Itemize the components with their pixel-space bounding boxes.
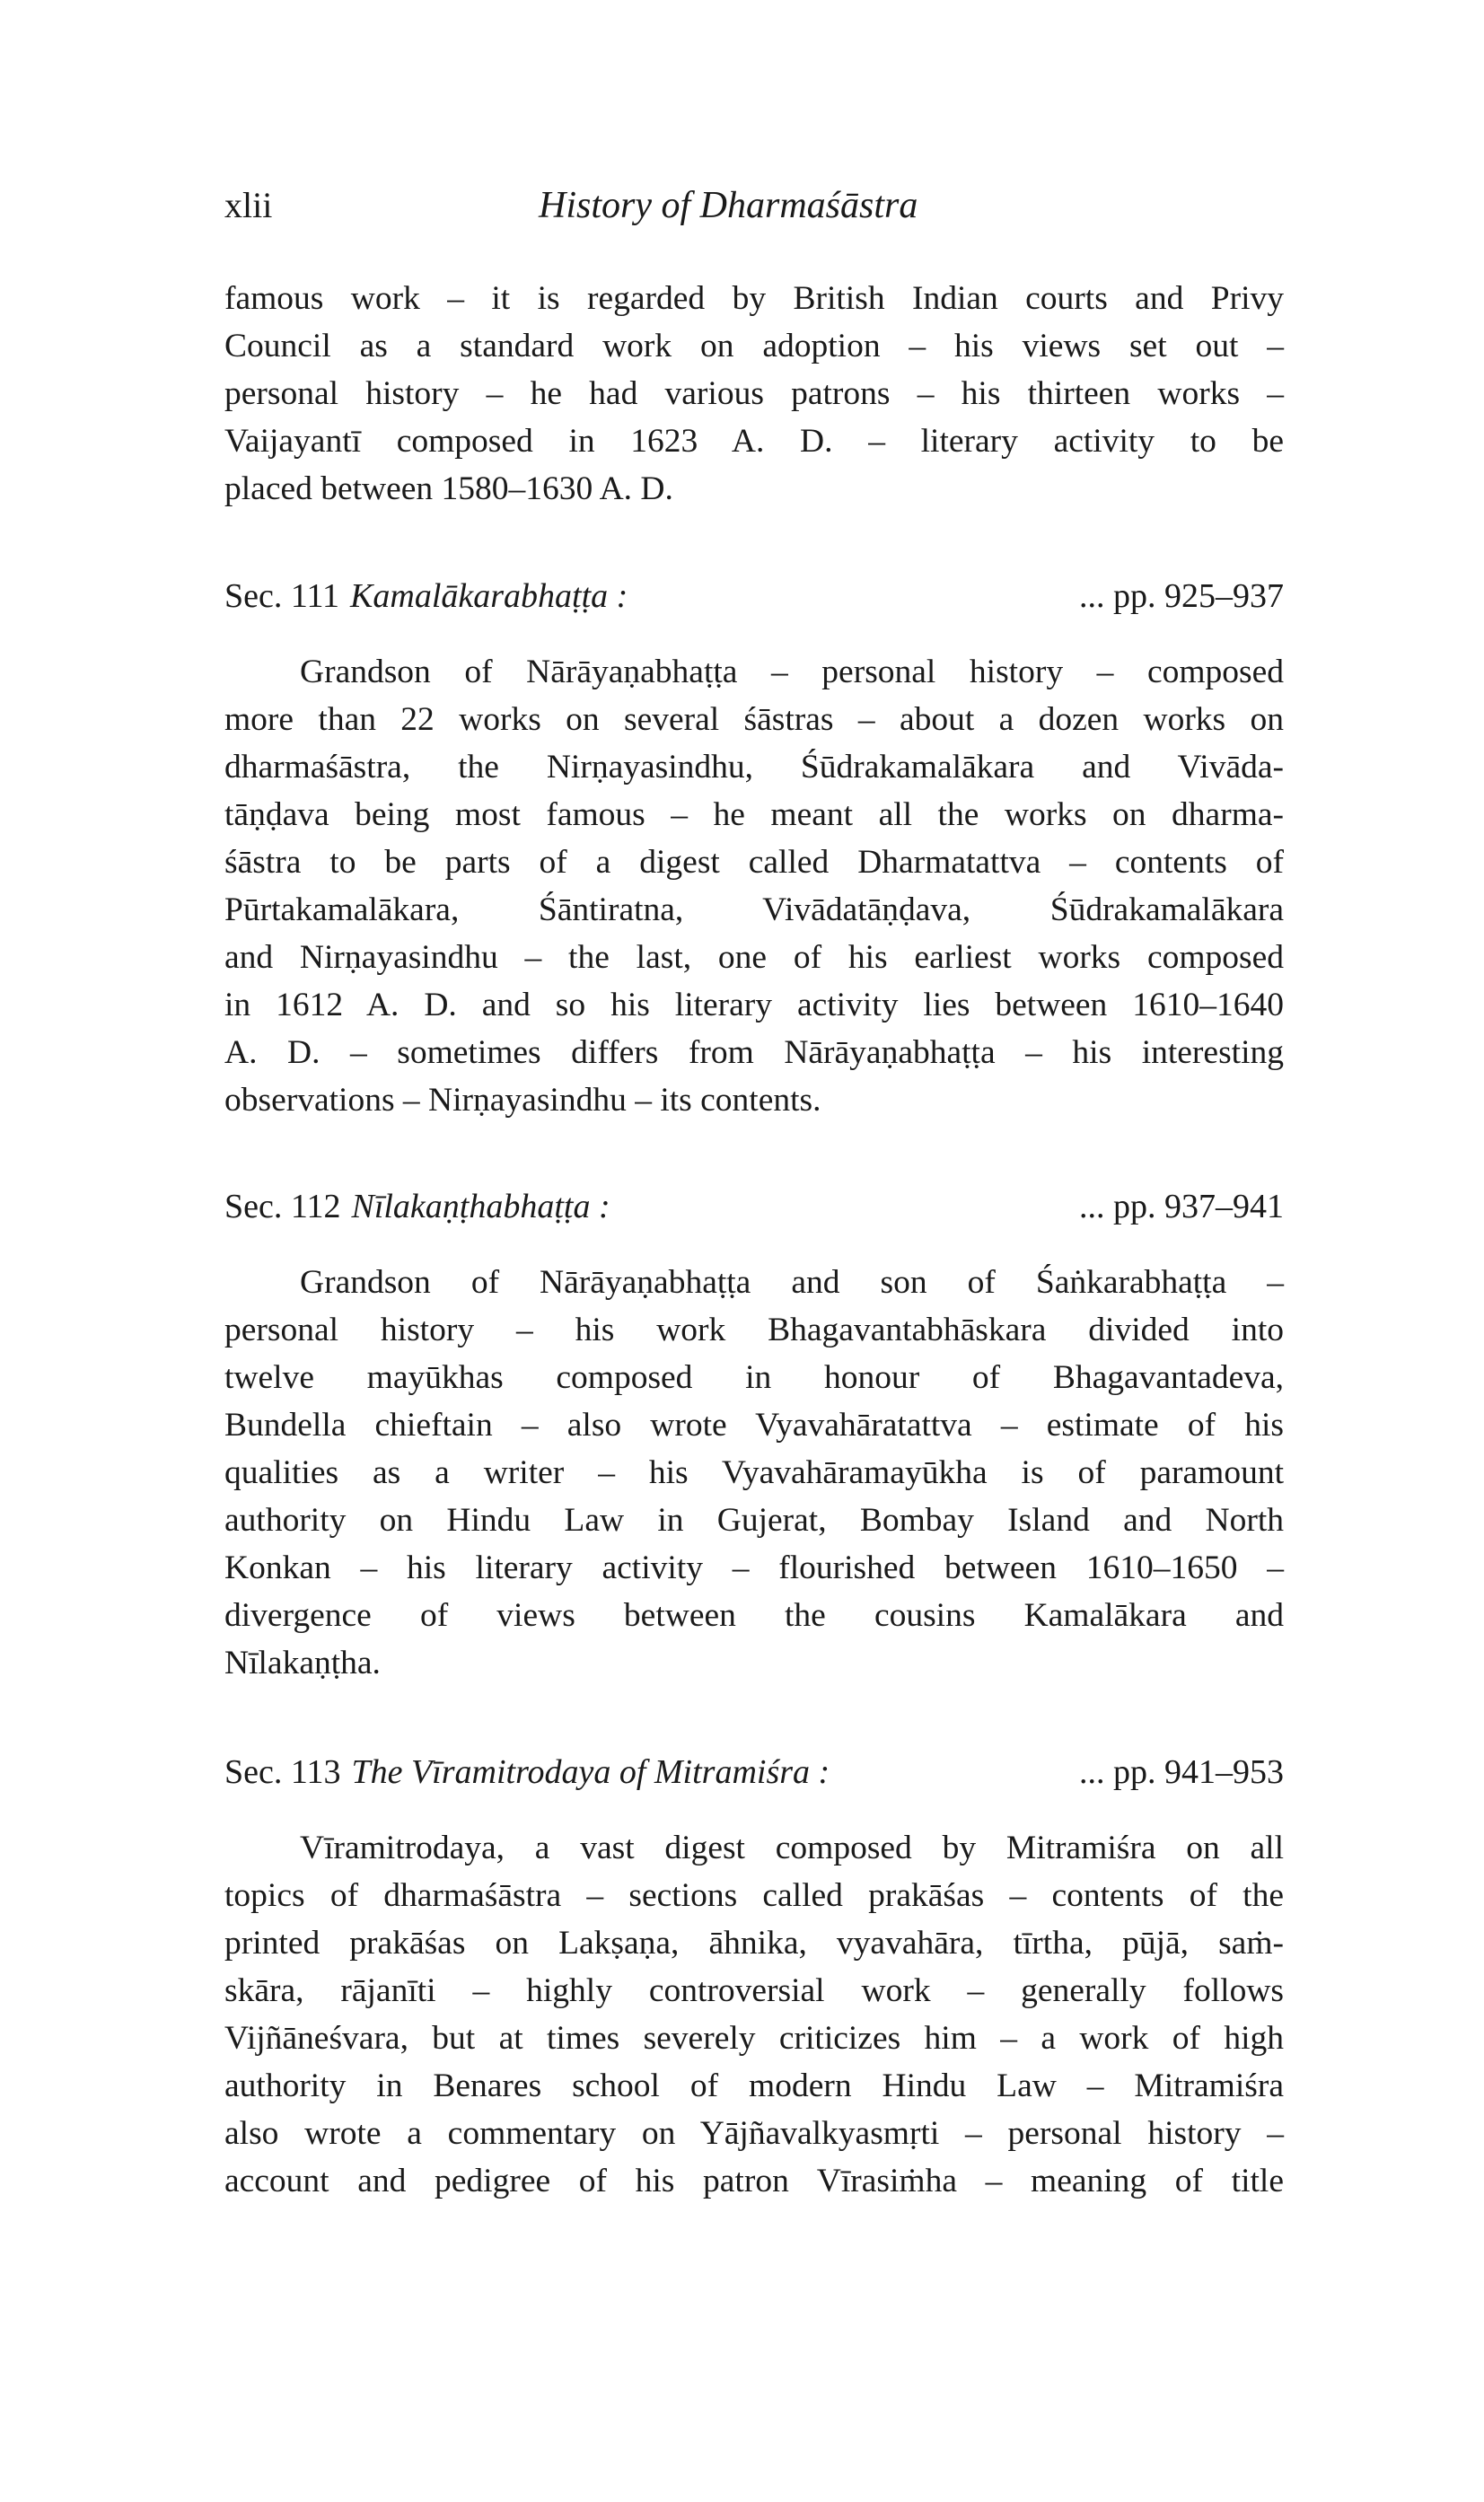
text-line: Vīramitrodaya, a vast digest composed by Mitramiśra on all xyxy=(300,1830,1284,1866)
section-112-summary xyxy=(224,1259,1284,1687)
text-line: personal history – he had various patrons – his thirteen works – xyxy=(224,375,1284,412)
section-112-heading xyxy=(224,1187,1284,1237)
page-header xyxy=(224,184,1284,238)
text-line: printed prakāśas on Lakṣaṇa, āhnika, vyavahāra, tīrtha, pūjā, saṁ- xyxy=(224,1925,1284,1962)
section-label: Sec. 113 xyxy=(224,1753,341,1791)
text-line: tāṇḍava being most famous – he meant all the works on dharma- xyxy=(224,796,1284,833)
text-line: Council as a standard work on adoption – his views set out – xyxy=(224,328,1284,364)
text-line: dharmaśāstra, the Nirṇayasindhu, Śūdrakamalākara and Vivāda- xyxy=(224,749,1284,786)
section-title: Nīlakaṇṭhabhaṭṭa : xyxy=(351,1188,610,1225)
text-line: topics of dharmaśāstra – sections called prakāśas – contents of the xyxy=(224,1877,1284,1914)
text-line: Vaijayantī composed in 1623 A. D. – literary activity to be xyxy=(224,423,1284,460)
text-line: authority on Hindu Law in Gujerat, Bombay Island and North xyxy=(224,1502,1284,1539)
section-title: Kamalākarabhaṭṭa : xyxy=(350,577,628,615)
text-line: also wrote a commentary on Yājñavalkyasmṛti – personal history – xyxy=(224,2115,1284,2152)
text-line: and Nirṇayasindhu – the last, one of his earliest works composed xyxy=(224,939,1284,976)
text-line: Grandson of Nārāyaṇabhaṭṭa and son of Śaṅkarabhaṭṭa – xyxy=(300,1264,1284,1301)
text-line: skāra, rājanīti – highly controversial work – generally follows xyxy=(224,1972,1284,2009)
text-line: Konkan – his literary activity – flourished between 1610–1650 – xyxy=(224,1549,1284,1586)
section-113-heading xyxy=(224,1752,1284,1803)
page-number: xlii xyxy=(224,185,273,225)
intro-paragraph xyxy=(224,275,1284,513)
section-111-heading xyxy=(224,576,1284,627)
text-line: placed between 1580–1630 A. D. xyxy=(224,470,673,507)
text-line: authority in Benares school of modern Hindu Law – Mitramiśra xyxy=(224,2067,1284,2104)
text-line: divergence of views between the cousins Kamalākara and xyxy=(224,1597,1284,1634)
section-label: Sec. 111 xyxy=(224,577,340,615)
section-page-range: ... pp. 937–941 xyxy=(1079,1188,1284,1225)
section-title: The Vīramitrodaya of Mitramiśra : xyxy=(351,1753,830,1791)
text-line: Grandson of Nārāyaṇabhaṭṭa – personal history – composed xyxy=(300,654,1284,690)
text-line: qualities as a writer – his Vyavahāramayūkha is of paramount xyxy=(224,1454,1284,1491)
section-113-summary xyxy=(224,1824,1284,2205)
text-line: twelve mayūkhas composed in honour of Bhagavantadeva, xyxy=(224,1359,1284,1396)
text-line: Nīlakaṇṭha. xyxy=(224,1645,381,1681)
text-line: in 1612 A. D. and so his literary activity lies between 1610–1640 xyxy=(224,987,1284,1023)
text-line: A. D. – sometimes differs from Nārāyaṇabhaṭṭa – his interesting xyxy=(224,1034,1284,1071)
text-line: account and pedigree of his patron Vīrasiṁha – meaning of title xyxy=(224,2163,1284,2199)
section-111-summary xyxy=(224,648,1284,1124)
text-line: śāstra to be parts of a digest called Dharmatattva – contents of xyxy=(224,844,1284,881)
section-page-range: ... pp. 941–953 xyxy=(1079,1753,1284,1791)
text-line: famous work – it is regarded by British Indian courts and Privy xyxy=(224,280,1284,317)
text-line: Bundella chieftain – also wrote Vyavahāratattva – estimate of his xyxy=(224,1407,1284,1444)
text-line: personal history – his work Bhagavantabhāskara divided into xyxy=(224,1312,1284,1348)
text-line: Vijñāneśvara, but at times severely criticizes him – a work of high xyxy=(224,2020,1284,2057)
text-line: Pūrtakamalākara, Śāntiratna, Vivādatāṇḍava, Śūdrakamalākara xyxy=(224,891,1284,928)
section-page-range: ... pp. 925–937 xyxy=(1079,577,1284,615)
text-line: more than 22 works on several śāstras – about a dozen works on xyxy=(224,701,1284,738)
running-title: History of Dharmaśāstra xyxy=(539,185,918,226)
section-label: Sec. 112 xyxy=(224,1188,341,1225)
text-line: observations – Nirṇayasindhu – its contents. xyxy=(224,1082,821,1119)
